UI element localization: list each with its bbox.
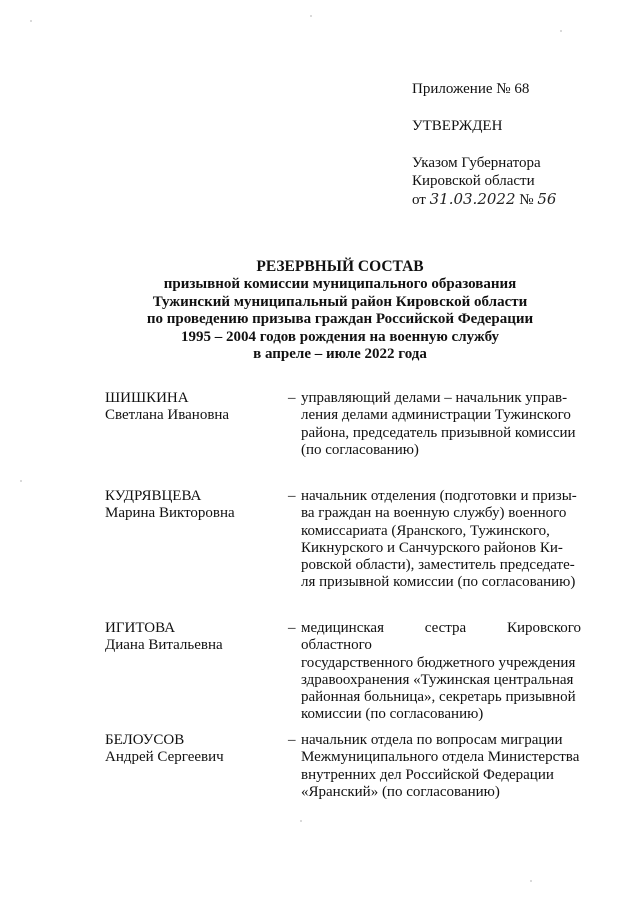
role-line: Межмуниципального отдела Министерства <box>301 749 580 766</box>
role-line: района, председатель призывной комиссии <box>301 424 576 441</box>
member-dash: – <box>288 488 296 504</box>
member-name <box>105 390 280 425</box>
member-role <box>301 732 581 801</box>
role-line: Кикнурского и Санчурского районов Ки- <box>301 539 563 556</box>
role-line: государственного бюджетного учреждения <box>301 654 576 671</box>
title-line: 1995 – 2004 годов рождения на военную службу <box>180 328 500 345</box>
member-dash: – <box>288 390 296 406</box>
scan-speck <box>560 30 562 32</box>
scan-speck <box>310 15 312 17</box>
role-line: внутренних дел Российской Федерации <box>301 766 554 783</box>
number-prefix: № <box>519 192 534 208</box>
member-role <box>301 620 581 724</box>
handwritten-date: 31.03.2022 <box>429 190 516 208</box>
role-line: начальник отделения (подготовки и призы- <box>301 488 577 504</box>
role-line: здравоохранения «Тужинская центральная <box>301 671 574 688</box>
member-given-name: Светлана Ивановна <box>105 407 230 424</box>
member-name <box>105 620 280 655</box>
approval-stamp: УТВЕРЖДЕН <box>412 118 503 134</box>
date-prefix: от <box>412 192 426 208</box>
member-given-name: Андрей Сергеевич <box>105 749 224 766</box>
role-line: медицинская сестра Кировского областного <box>301 620 581 654</box>
member-surname: БЕЛОУСОВ <box>105 732 185 748</box>
member-given-name: Диана Витальевна <box>105 637 223 654</box>
role-line: ровской области), заместитель председате- <box>301 557 575 574</box>
role-line: ва граждан на военную службу) военного <box>301 505 567 522</box>
member-surname: КУДРЯВЦЕВА <box>105 488 202 504</box>
member-role <box>301 390 581 459</box>
document-title <box>60 258 620 363</box>
role-line: (по согласованию) <box>301 441 419 458</box>
member-surname: ИГИТОВА <box>105 620 176 636</box>
title-line: по проведению призыва граждан Российской Федерации <box>146 311 534 328</box>
title-main: РЕЗЕРВНЫЙ СОСТАВ <box>256 258 424 275</box>
member-name <box>105 732 280 767</box>
role-line: районная больница», секретарь призывной <box>301 689 576 706</box>
title-line: в апреле – июле 2022 года <box>253 346 427 363</box>
decree-date-line <box>412 190 612 209</box>
role-line: ления делами администрации Тужинского <box>301 407 571 424</box>
member-surname: ШИШКИНА <box>105 390 189 406</box>
approval-header <box>412 80 612 209</box>
role-line: ля призывной комиссии (по согласованию) <box>301 574 576 591</box>
scan-speck <box>300 820 302 822</box>
role-line: комиссии (по согласованию) <box>301 706 484 723</box>
role-line: «Яранский» (по согласованию) <box>301 783 500 800</box>
appendix-number: Приложение № 68 <box>412 81 530 97</box>
scan-speck <box>20 480 22 482</box>
scan-speck <box>530 880 532 882</box>
decree-line-1: Указом Губернатора <box>412 155 541 171</box>
member-dash: – <box>288 620 296 636</box>
member-role <box>301 488 581 592</box>
member-name <box>105 488 280 523</box>
role-line: управляющий делами – начальник управ- <box>301 390 568 406</box>
scan-speck <box>30 20 32 22</box>
decree-line-2: Кировской области <box>412 173 535 189</box>
role-line: начальник отдела по вопросам миграции <box>301 732 563 748</box>
member-dash: – <box>288 732 296 748</box>
handwritten-number: 56 <box>537 190 557 208</box>
member-given-name: Марина Викторовна <box>105 505 235 522</box>
role-line: комиссариата (Яранского, Тужинского, <box>301 522 550 539</box>
title-line: призывной комиссии муниципального образования <box>163 276 517 293</box>
title-line: Тужинский муниципальный район Кировской области <box>152 293 528 310</box>
